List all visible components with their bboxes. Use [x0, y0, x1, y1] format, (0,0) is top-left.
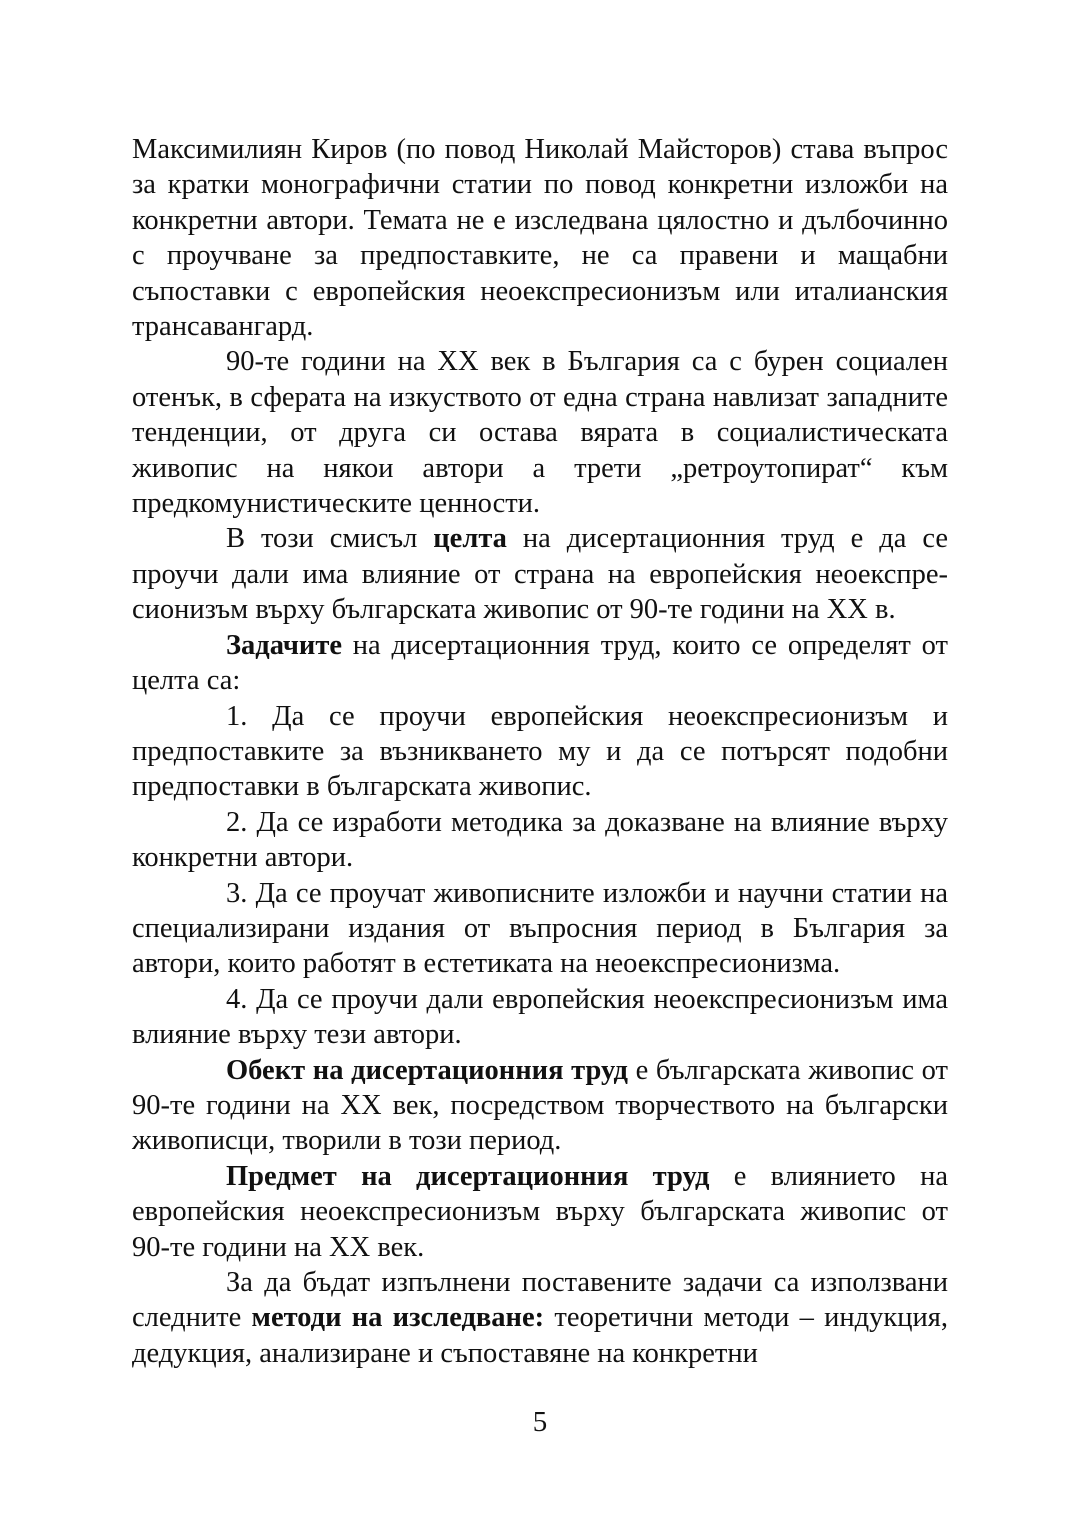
paragraph	[132, 521, 948, 627]
text-run: 90-те години на XX век в България са с бурен социален отенък, в сферата на изкуството от една страна навлизат западните тенденции, от друга си остава вярата в социалистическата живопис на някои автори а трети „ретроутопират“ към предкомунистическите ценности.	[132, 346, 948, 520]
text-run: е влиянието на европейския неоекспресионизъм върху българската живопис от 90-те години на XX век.	[132, 1160, 949, 1263]
bold-term: методи на изследване:	[251, 1302, 545, 1334]
list-item	[132, 876, 948, 982]
bold-term: Предмет на дисертационния труд	[226, 1160, 710, 1192]
paragraph	[132, 1053, 948, 1159]
bold-term: Задачите	[226, 629, 342, 661]
text-run: 3. Да се проучат живописните изложби и научни статии на специализирани издания от въпросния период в България за автори, които работят в естетиката на неоекспресионизма.	[132, 877, 948, 980]
document-body	[132, 132, 948, 1371]
text-run: е българската живопис от 90-те години на XX век, посредством творчеството на български живописци, творили в този период.	[132, 1054, 949, 1157]
text-run: на дисертационния труд е да се проучи дали има влияние от страна на европейския неоекспресионизъм върху българската живопис от 90-те години на XX в.	[132, 523, 948, 626]
text-run: В този смисъл	[226, 523, 434, 555]
paragraph	[132, 1159, 948, 1265]
paragraph	[132, 132, 948, 344]
page-number: 5	[532, 1406, 548, 1438]
text-run: теоретични методи – индукция, дедукция, анализиране и съпоставяне на конкретни	[132, 1302, 948, 1369]
list-item	[132, 699, 948, 805]
text-run: За да бъдат изпълнени поставените задачи са използвани следните	[132, 1267, 948, 1334]
paragraph	[132, 344, 948, 521]
text-run: 1. Да се проучи европейския неоекспресионизъм и предпоставките за възникването му и да се потърсят подобни предпоставки в българската живопис.	[132, 700, 948, 803]
bold-term: Обект на дисертационния труд	[226, 1054, 628, 1086]
paragraph	[132, 628, 948, 699]
list-item	[132, 805, 948, 876]
text-run: 2. Да се изработи методика за доказване на влияние върху конкретни автори.	[132, 806, 948, 874]
list-item	[132, 982, 948, 1053]
text-run: 4. Да се проучи дали европейския неоекспресионизъм има влияние върху тези автори.	[132, 983, 948, 1051]
paragraph	[132, 1265, 948, 1371]
text-run: на дисертационния труд, които се определят от целта са:	[132, 629, 948, 697]
bold-term: целта	[433, 523, 507, 555]
text-run: Максимилиян Киров (по повод Николай Майсторов) става въпрос за кратки монографични статии по повод конкретни изложби на конкретни автори. Темата не е изследвана цялостно и дълбочинно с проучване за предпоставките, не са правени и мащабни съпоставки с европейския неоекспресионизъм или италианския трансавангард.	[132, 134, 948, 343]
